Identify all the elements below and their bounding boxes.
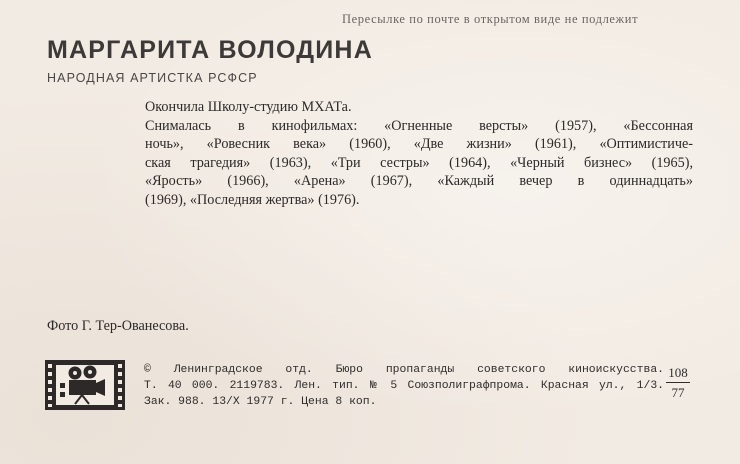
- publisher-imprint: [144, 363, 664, 410]
- actress-title: НАРОДНАЯ АРТИСТКА РСФСР: [47, 71, 258, 85]
- actress-name: МАРГАРИТА ВОЛОДИНА: [47, 36, 373, 64]
- imprint-line: © Ленинградское отд. Бюро пропаганды советского киноискусства.: [144, 364, 664, 376]
- fraction-bar: [666, 382, 690, 383]
- bio-line: ночь», «Ровесник века» (1960), «Две жизни» (1961), «Оптимистиче-: [145, 136, 693, 153]
- photo-credit: Фото Г. Тер-Ованесова.: [47, 318, 189, 334]
- bio-line: «Ярость» (1966), «Арена» (1967), «Каждый вечер в одиннадцать»: [145, 173, 693, 190]
- bio-line: Окончила Школу-студию МХАТа.: [145, 99, 352, 115]
- postal-notice: Пересылке по почте в открытом виде не подлежит: [342, 12, 639, 26]
- fraction-numerator: 108: [668, 365, 688, 380]
- biography: [145, 98, 693, 210]
- imprint-line: Зак. 988. 13/Х 1977 г. Цена 8 коп.: [144, 395, 377, 408]
- film-camera-logo-icon: [45, 356, 125, 412]
- bio-line: ская трагедия» (1963), «Три сестры» (1964), «Черный бизнес» (1965),: [145, 154, 693, 171]
- bio-line: Снималась в кинофильмах: «Огненные версты» (1957), «Бессонная: [145, 117, 693, 134]
- order-fraction: [666, 366, 690, 400]
- fraction-denominator: 77: [671, 385, 685, 400]
- imprint-line: Т. 40 000. 2119783. Лен. тип. № 5 Союзполиграфпрома. Красная ул., 1/3.: [144, 379, 664, 392]
- bio-line: (1969), «Последняя жертва» (1976).: [145, 191, 360, 208]
